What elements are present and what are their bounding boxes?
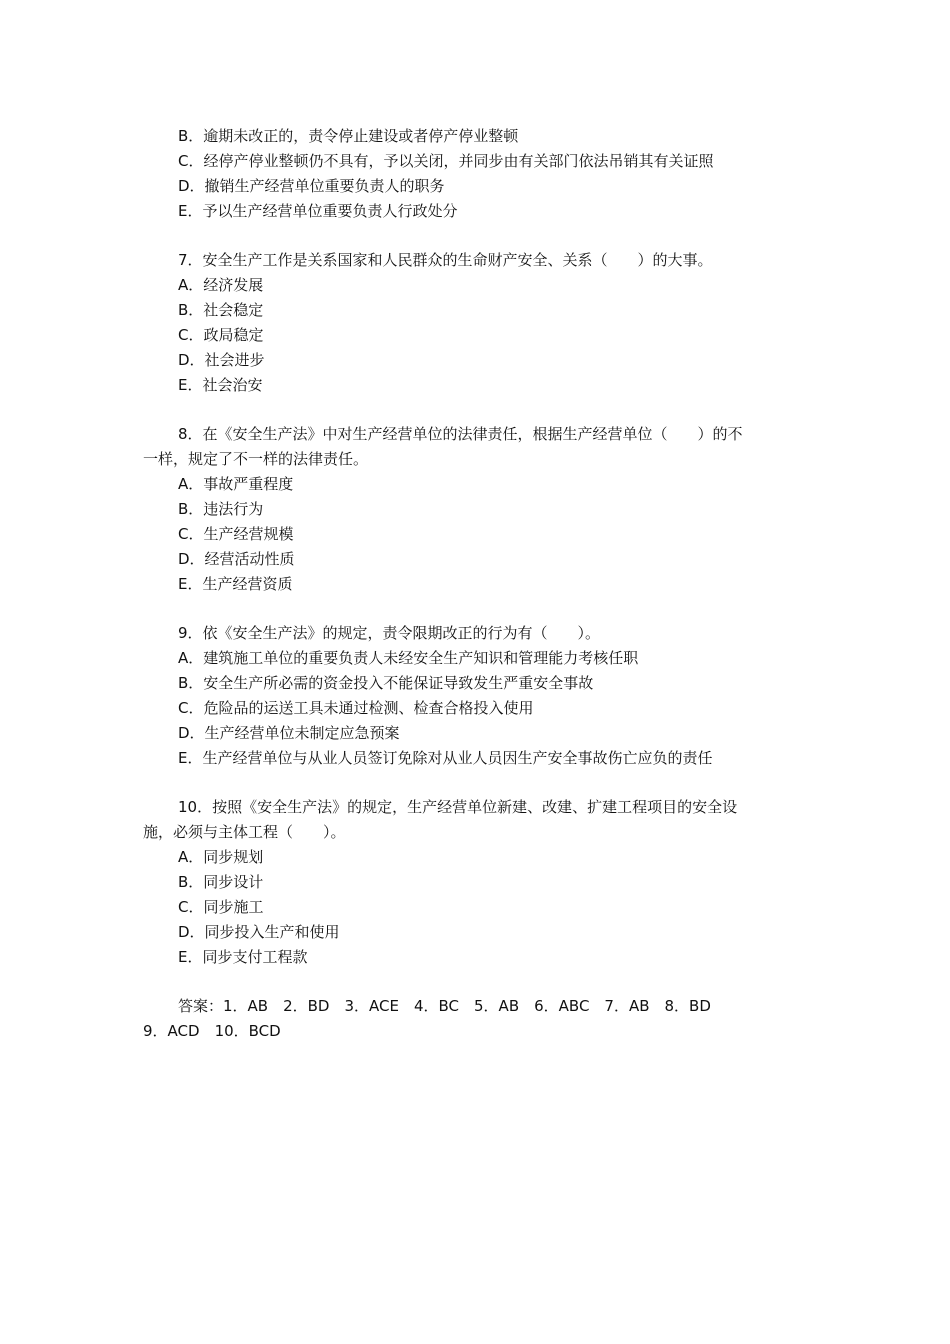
option-line: A．经济发展 (178, 276, 264, 294)
answer-line: 答案：1．AB 2．BD 3．ACE 4．BC 5．AB 6．ABC 7．AB 8．BD (178, 997, 711, 1015)
option-line: A．同步规划 (178, 848, 264, 866)
option-line: D．社会进步 (178, 351, 265, 369)
spacer (143, 771, 808, 795)
option-line: B．社会稳定 (178, 301, 264, 319)
q6-options (143, 124, 808, 224)
option-line: D．经营活动性质 (178, 550, 295, 568)
question-text: 8．在《安全生产法》中对生产经营单位的法律责任，根据生产经营单位（ ）的不 (178, 425, 743, 443)
option-line: C．政局稳定 (178, 326, 264, 344)
question-text-continued: 一样，规定了不一样的法律责任。 (143, 450, 369, 468)
spacer (143, 597, 808, 621)
option-line: C．生产经营规模 (178, 525, 294, 543)
spacer (143, 224, 808, 248)
answer-key (143, 994, 808, 1044)
option-line: E．同步支付工程款 (178, 948, 308, 966)
option-line: E．生产经营资质 (178, 575, 293, 593)
option-line: E．社会治安 (178, 376, 263, 394)
answer-line-continued: 9．ACD 10．BCD (143, 1022, 281, 1040)
spacer (143, 398, 808, 422)
question-10 (143, 795, 808, 970)
option-line: C．同步施工 (178, 898, 264, 916)
question-text-continued: 施，必须与主体工程（ ）。 (143, 823, 346, 841)
question-7 (143, 248, 808, 398)
question-9 (143, 621, 808, 771)
option-line: E．生产经营单位与从业人员签订免除对从业人员因生产安全事故伤亡应负的责任 (178, 749, 713, 767)
question-text: 7．安全生产工作是关系国家和人民群众的生命财产安全、关系（ ）的大事。 (178, 251, 713, 269)
option-line: D．撤销生产经营单位重要负责人的职务 (178, 177, 445, 195)
option-line: E．予以生产经营单位重要负责人行政处分 (178, 202, 458, 220)
question-text: 10．按照《安全生产法》的规定，生产经营单位新建、改建、扩建工程项目的安全设 (178, 798, 738, 816)
option-line: B．同步设计 (178, 873, 264, 891)
option-line: D．生产经营单位未制定应急预案 (178, 724, 400, 742)
option-line: C．经停产停业整顿仍不具有，予以关闭，并同步由有关部门依法吊销其有关证照 (178, 152, 714, 170)
option-line: D．同步投入生产和使用 (178, 923, 340, 941)
option-line: A．建筑施工单位的重要负责人未经安全生产知识和管理能力考核任职 (178, 649, 639, 667)
question-text: 9．依《安全生产法》的规定，责令限期改正的行为有（ ）。 (178, 624, 601, 642)
document-body (143, 124, 808, 1044)
spacer (143, 970, 808, 994)
option-line: C．危险品的运送工具未通过检测、检查合格投入使用 (178, 699, 534, 717)
question-8 (143, 422, 808, 597)
option-line: B．逾期未改正的，责令停止建设或者停产停业整顿 (178, 127, 519, 145)
option-line: A．事故严重程度 (178, 475, 294, 493)
option-line: B．违法行为 (178, 500, 264, 518)
option-line: B．安全生产所必需的资金投入不能保证导致发生严重安全事故 (178, 674, 594, 692)
